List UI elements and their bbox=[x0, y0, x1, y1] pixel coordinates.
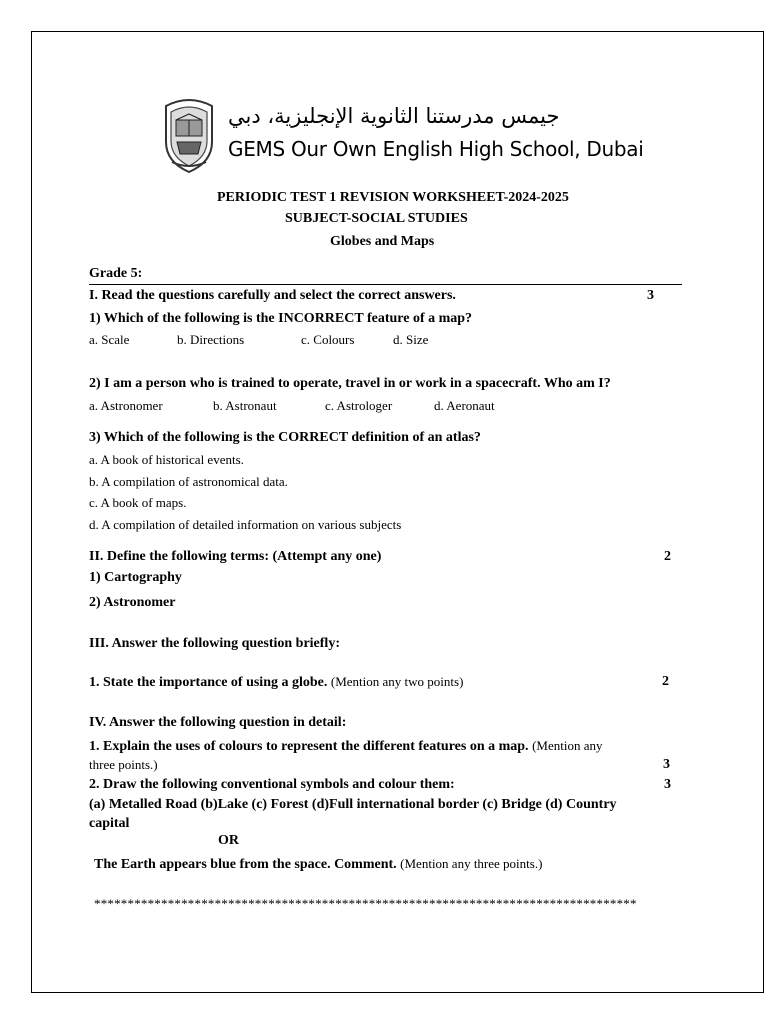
term-astronomer: 2) Astronomer bbox=[89, 595, 176, 610]
q2-option-b: b. Astronaut bbox=[213, 398, 277, 413]
question-4-1-text: 1. Explain the uses of colours to represent the different features on a map. bbox=[89, 739, 529, 754]
question-3-1-text: 1. State the importance of using a globe. bbox=[89, 675, 328, 690]
section-1-marks: 3 bbox=[647, 288, 654, 303]
school-crest-logo bbox=[160, 96, 218, 174]
header-divider bbox=[89, 284, 682, 285]
term-cartography: 1) Cartography bbox=[89, 570, 182, 585]
question-4-1 bbox=[89, 738, 602, 755]
alternate-question-note: (Mention any three points.) bbox=[400, 856, 543, 871]
or-label: OR bbox=[218, 833, 239, 848]
worksheet-page bbox=[31, 31, 764, 993]
q3-option-d: d. A compilation of detailed information on various subjects bbox=[89, 517, 402, 532]
question-4-2: 2. Draw the following conventional symbols and colour them: bbox=[89, 777, 455, 792]
school-name: GEMS Our Own English High School, Dubai bbox=[228, 137, 644, 161]
q3-option-b: b. A compilation of astronomical data. bbox=[89, 474, 288, 489]
section-1-heading: I. Read the questions carefully and select the correct answers. bbox=[89, 288, 456, 303]
question-4-2-symbols: (a) Metalled Road (b)Lake (c) Forest (d)Full international border (c) Bridge (d) Country bbox=[89, 797, 617, 812]
question-4-1-note-cont: three points.) bbox=[89, 757, 158, 772]
grade-label: Grade 5: bbox=[89, 266, 143, 281]
alternate-question-text: The Earth appears blue from the space. Comment. bbox=[94, 857, 397, 872]
section-3-heading: III. Answer the following question briefly: bbox=[89, 636, 340, 651]
question-4-2-symbols-cont: capital bbox=[89, 816, 130, 831]
q2-option-a: a. Astronomer bbox=[89, 398, 163, 413]
section-3-marks: 2 bbox=[662, 674, 669, 689]
school-name-arabic: جيمس مدرستنا الثانوية الإنجليزية، دبي bbox=[228, 104, 560, 128]
worksheet-title: PERIODIC TEST 1 REVISION WORKSHEET-2024-2025 bbox=[217, 190, 569, 205]
question-4-1-note: (Mention any bbox=[532, 738, 603, 753]
question-1-1: 1) Which of the following is the INCORRECT feature of a map? bbox=[89, 311, 473, 326]
q1-option-d: d. Size bbox=[393, 332, 429, 347]
q3-option-c: c. A book of maps. bbox=[89, 495, 187, 510]
question-3-1-note: (Mention any two points) bbox=[330, 674, 464, 689]
q1-option-c: c. Colours bbox=[301, 332, 355, 347]
q1-option-a: a. Scale bbox=[89, 332, 130, 347]
q3-option-a: a. A book of historical events. bbox=[89, 452, 244, 467]
section-2-heading: II. Define the following terms: (Attempt any one) bbox=[89, 549, 382, 564]
topic-title: Globes and Maps bbox=[330, 234, 435, 249]
footer-stars: ********************************************************************************* bbox=[94, 896, 637, 911]
question-3-1 bbox=[89, 674, 463, 691]
section-4-heading: IV. Answer the following question in detail: bbox=[89, 715, 347, 730]
q2-option-d: d. Aeronaut bbox=[434, 398, 495, 413]
question-4-1-marks: 3 bbox=[663, 757, 670, 772]
question-4-2-marks: 3 bbox=[664, 777, 671, 792]
alternate-question bbox=[94, 856, 542, 873]
q2-option-c: c. Astrologer bbox=[325, 398, 393, 413]
question-1-2: 2) I am a person who is trained to operate, travel in or work in a spacecraft. Who am I? bbox=[89, 376, 611, 391]
section-2-marks: 2 bbox=[664, 549, 671, 564]
question-1-3: 3) Which of the following is the CORRECT definition of an atlas? bbox=[89, 430, 481, 445]
q1-option-b: b. Directions bbox=[177, 332, 245, 347]
subject-title: SUBJECT-SOCIAL STUDIES bbox=[285, 211, 468, 226]
